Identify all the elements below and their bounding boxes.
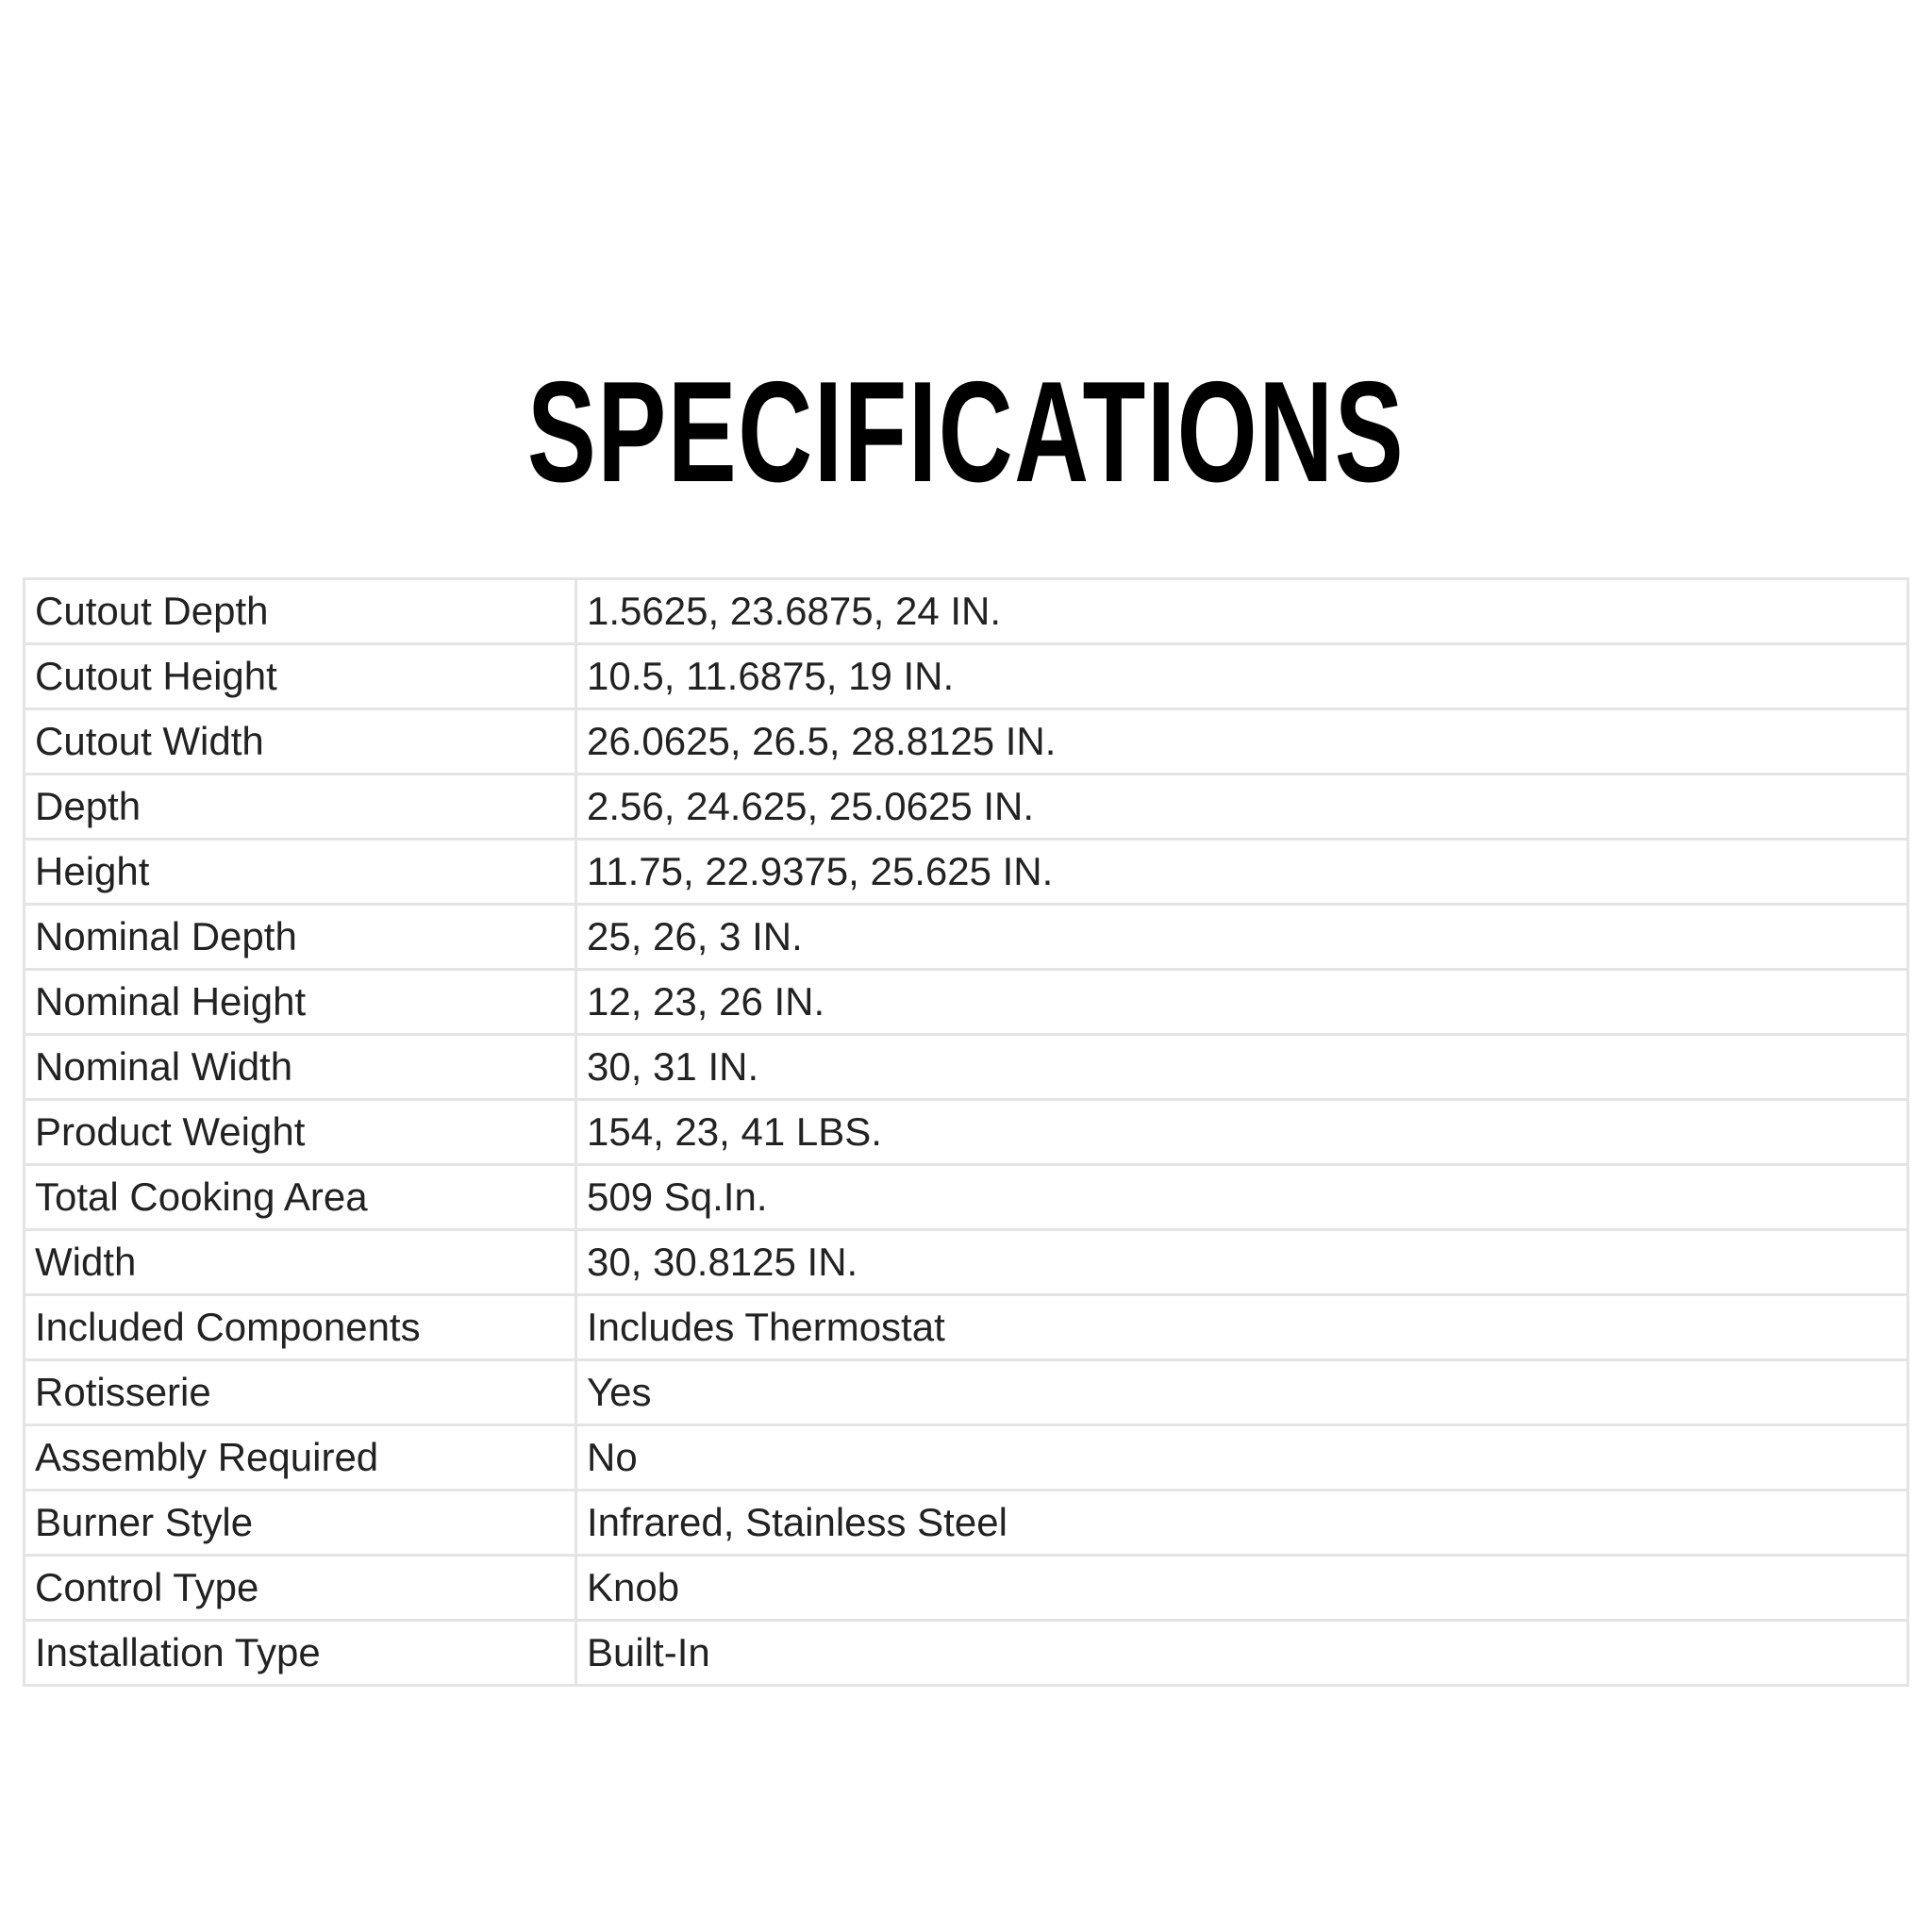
spec-value: Yes	[576, 1360, 1908, 1425]
specifications-table-body	[25, 579, 1908, 1686]
spec-value: Knob	[576, 1556, 1908, 1621]
table-row	[25, 774, 1908, 840]
spec-value: 30, 30.8125 IN.	[576, 1230, 1908, 1295]
spec-label: Width	[25, 1230, 576, 1295]
spec-label: Depth	[25, 774, 576, 840]
spec-label: Assembly Required	[25, 1425, 576, 1491]
spec-label: Burner Style	[25, 1491, 576, 1556]
spec-value: 12, 23, 26 IN.	[576, 970, 1908, 1035]
spec-label: Control Type	[25, 1556, 576, 1621]
table-row	[25, 1295, 1908, 1360]
spec-value: 1.5625, 23.6875, 24 IN.	[576, 579, 1908, 644]
page-title: SPECIFICATIONS	[526, 352, 1406, 512]
table-row	[25, 1100, 1908, 1165]
spec-label: Cutout Width	[25, 709, 576, 774]
table-row	[25, 840, 1908, 905]
table-row	[25, 1230, 1908, 1295]
spec-value: 26.0625, 26.5, 28.8125 IN.	[576, 709, 1908, 774]
spec-value: No	[576, 1425, 1908, 1491]
spec-value: 154, 23, 41 LBS.	[576, 1100, 1908, 1165]
table-row	[25, 1165, 1908, 1230]
spec-label: Nominal Height	[25, 970, 576, 1035]
spec-label: Total Cooking Area	[25, 1165, 576, 1230]
table-row	[25, 1035, 1908, 1100]
spec-value: 509 Sq.In.	[576, 1165, 1908, 1230]
spec-value: Infrared, Stainless Steel	[576, 1491, 1908, 1556]
table-row	[25, 1360, 1908, 1425]
spec-label: Included Components	[25, 1295, 576, 1360]
spec-label: Cutout Depth	[25, 579, 576, 644]
table-row	[25, 1556, 1908, 1621]
spec-value: Includes Thermostat	[576, 1295, 1908, 1360]
table-row	[25, 709, 1908, 774]
spec-label: Cutout Height	[25, 644, 576, 709]
spec-value: 30, 31 IN.	[576, 1035, 1908, 1100]
table-row	[25, 1491, 1908, 1556]
spec-value: 25, 26, 3 IN.	[576, 905, 1908, 970]
spec-label: Height	[25, 840, 576, 905]
table-row	[25, 1621, 1908, 1686]
table-row	[25, 970, 1908, 1035]
spec-label: Nominal Depth	[25, 905, 576, 970]
spec-label: Product Weight	[25, 1100, 576, 1165]
table-row	[25, 1425, 1908, 1491]
spec-value: Built-In	[576, 1621, 1908, 1686]
spec-label: Rotisserie	[25, 1360, 576, 1425]
spec-label: Nominal Width	[25, 1035, 576, 1100]
table-row	[25, 905, 1908, 970]
spec-value: 11.75, 22.9375, 25.625 IN.	[576, 840, 1908, 905]
spec-label: Installation Type	[25, 1621, 576, 1686]
table-row	[25, 579, 1908, 644]
spec-value: 2.56, 24.625, 25.0625 IN.	[576, 774, 1908, 840]
spec-value: 10.5, 11.6875, 19 IN.	[576, 644, 1908, 709]
table-row	[25, 644, 1908, 709]
specifications-table	[23, 577, 1909, 1687]
